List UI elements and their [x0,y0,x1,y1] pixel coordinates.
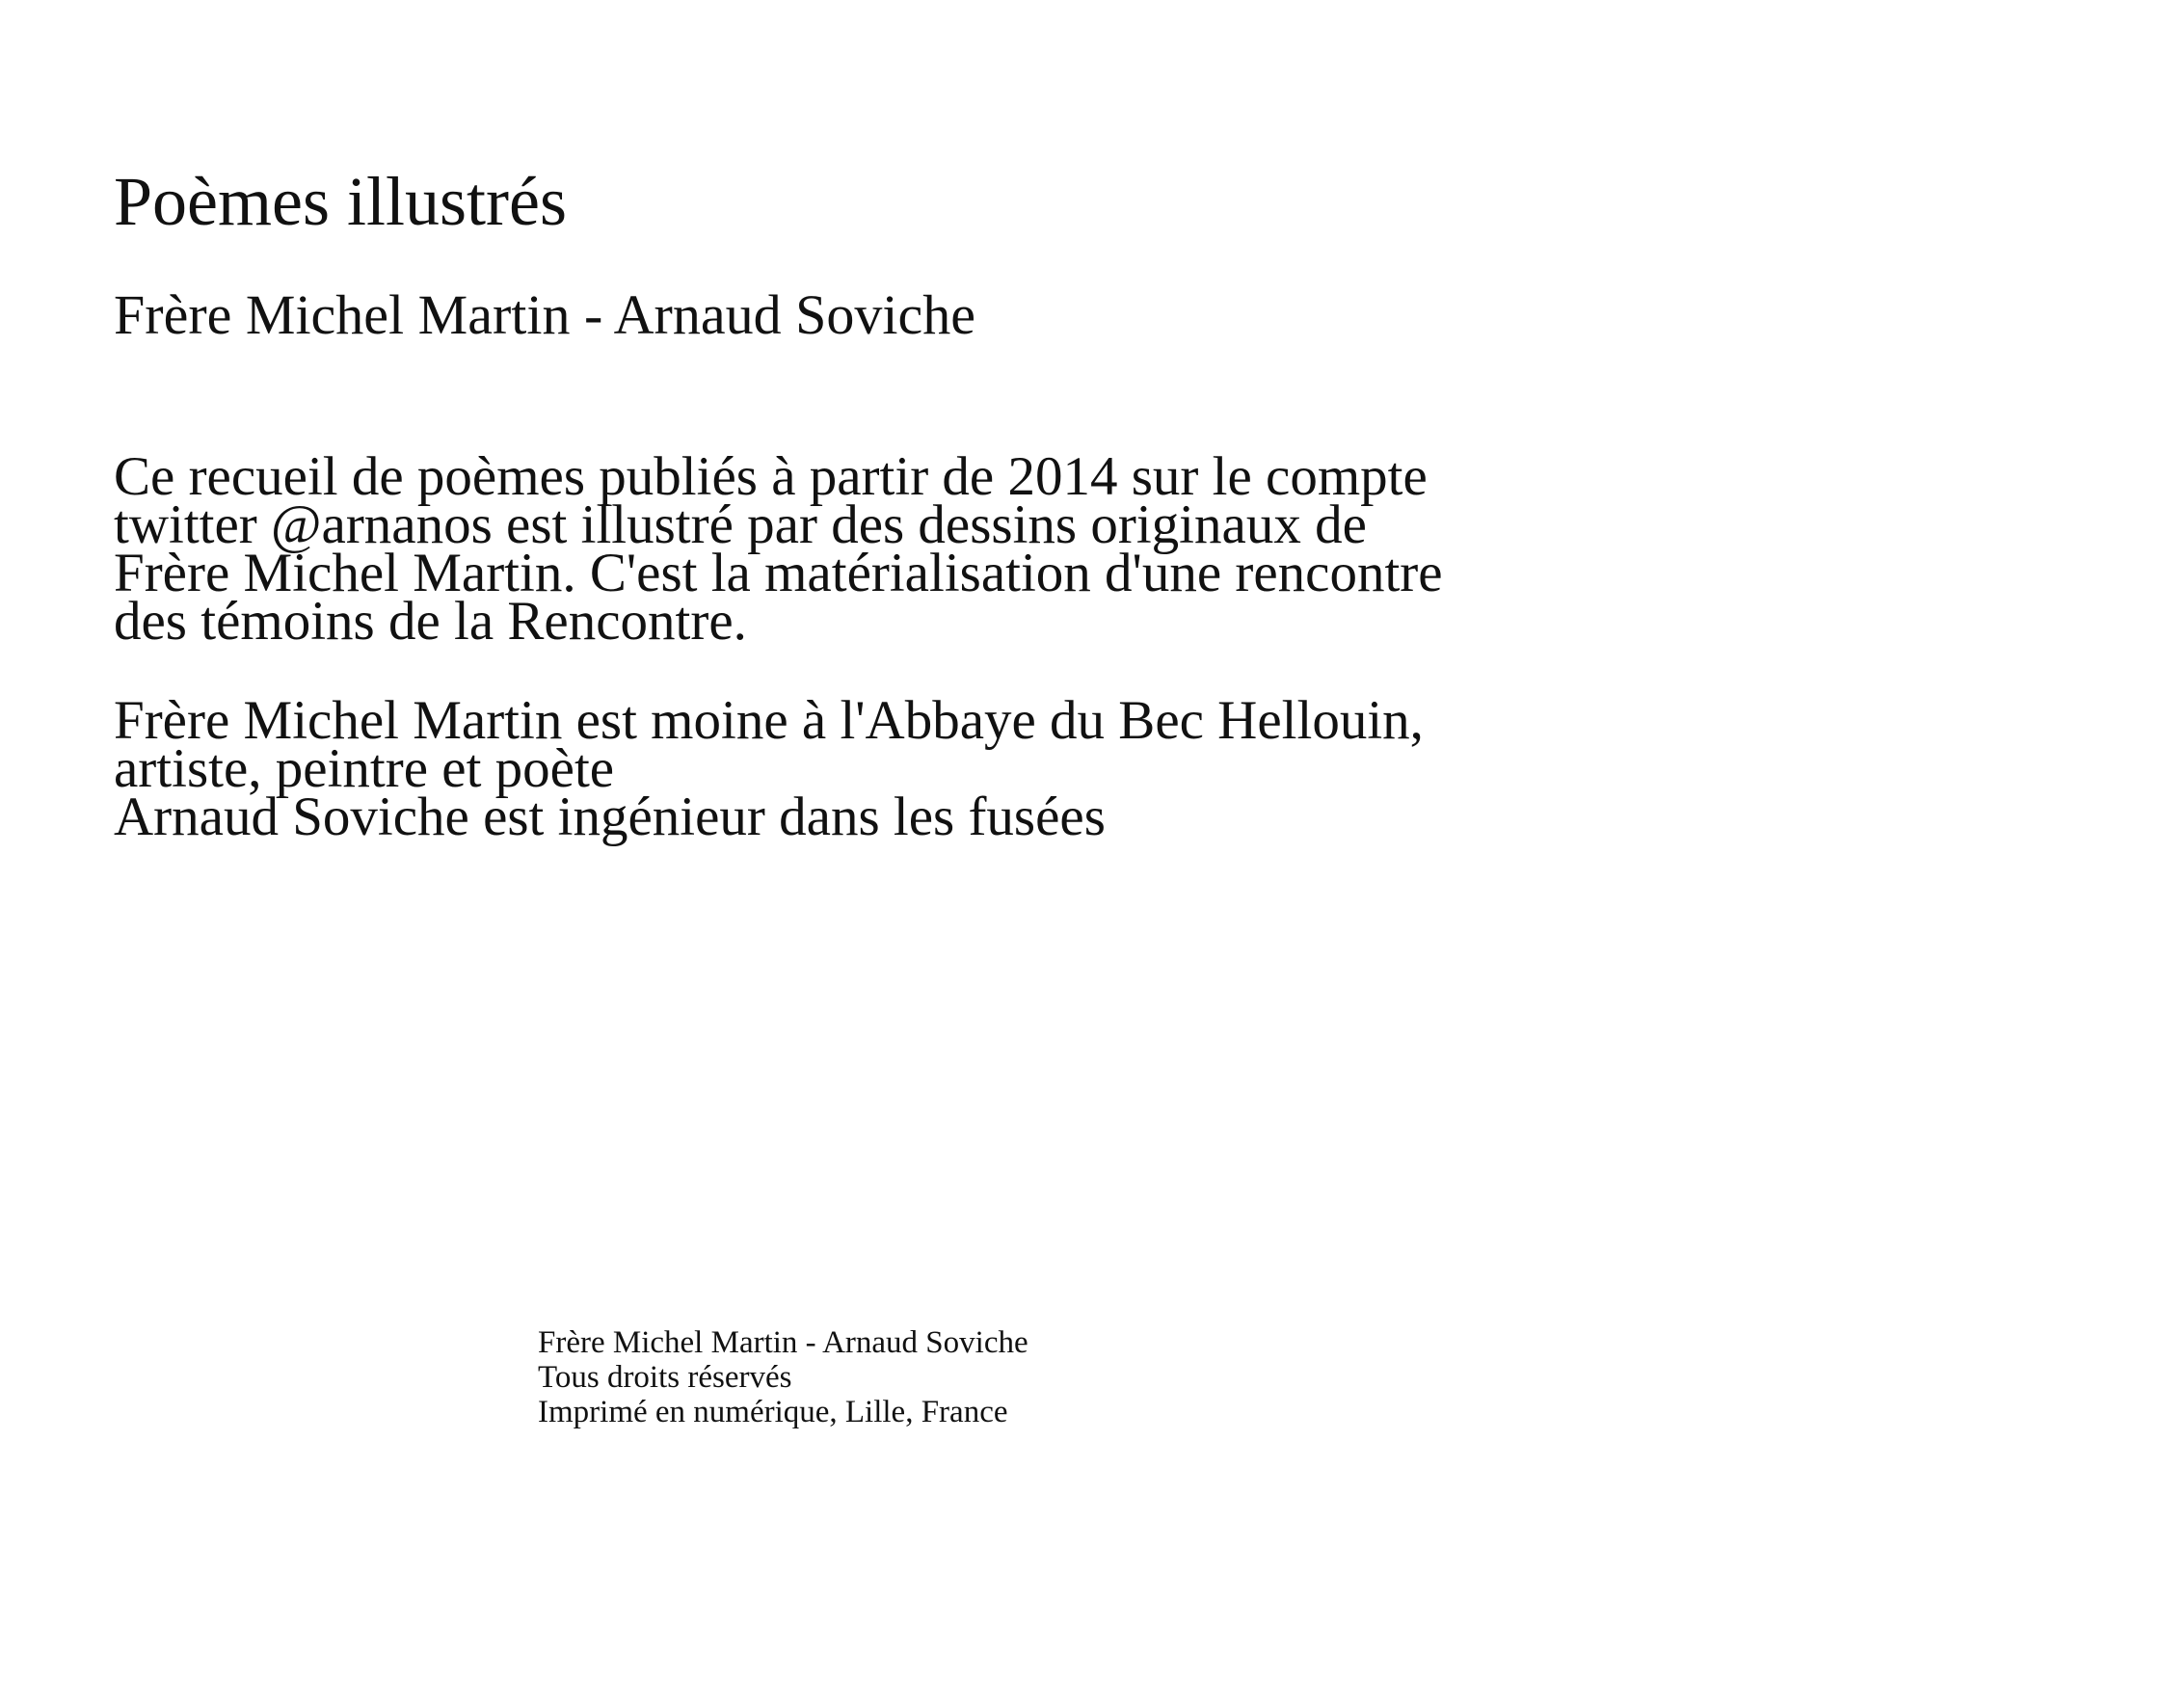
bio-line: Arnaud Soviche est ingénieur dans les fusées [114,787,1106,847]
intro-paragraph [114,446,1772,652]
colophon-authors: Frère Michel Martin - Arnaud Soviche [538,1325,1028,1360]
authors-subtitle: Frère Michel Martin - Arnaud Soviche [114,283,975,346]
intro-line: Ce recueil de poèmes publiés à partir de 2014 sur le compte [114,446,1428,507]
intro-line: twitter @arnanos est illustré par des dessins originaux de [114,494,1367,555]
bio-line: artiste, peintre et poète [114,738,615,799]
authors-bio-paragraph [114,690,1772,847]
colophon [538,1325,1028,1429]
colophon-printing: Imprimé en numérique, Lille, France [538,1395,1008,1429]
bio-line: Frère Michel Martin est moine à l'Abbaye du Bec Hellouin, [114,690,1424,751]
intro-line: des témoins de la Rencontre. [114,591,747,652]
colophon-rights: Tous droits réservés [538,1360,792,1395]
intro-line: Frère Michel Martin. C'est la matérialisation d'une rencontre [114,543,1443,603]
document-title: Poèmes illustrés [114,163,567,240]
